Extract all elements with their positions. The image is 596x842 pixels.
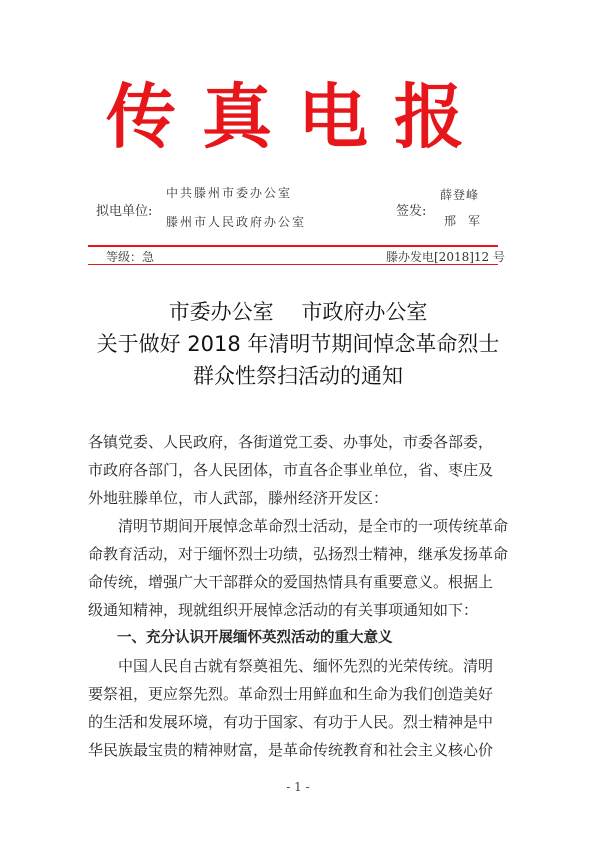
addressee-line: 外地驻滕单位，市人武部，滕州经济开发区： xyxy=(88,489,389,507)
intro-paragraph-line: 命传统，增强广大干部群众的爱国热情具有重要意义。根据上 xyxy=(88,573,494,591)
document-number: 滕办发电[2018]12 号 xyxy=(386,250,505,264)
page-number: - 1 - xyxy=(286,780,310,794)
intro-paragraph-line: 命教育活动，对于缅怀烈士功绩，弘扬烈士精神，继承发扬革命 xyxy=(88,545,509,563)
signer-1: 薛登峰 xyxy=(440,188,480,202)
title-line-1: 市委办公室 市政府办公室 xyxy=(168,300,428,324)
intro-paragraph-line: 级通知精神，现就组织开展悼念活动的有关事项通知如下： xyxy=(88,601,479,619)
urgency-grade: 等级：急 xyxy=(106,250,155,264)
signer-label: 签发: xyxy=(396,204,427,219)
intro-paragraph-line: 清明节期间开展悼念革命烈士活动，是全市的一项传统革命 xyxy=(88,517,509,535)
addressee-line: 各镇党委、人民政府，各街道党工委、办事处，市委各部委， xyxy=(88,433,494,451)
section-1-paragraph-line: 中国人民自古就有祭奠祖先、缅怀先烈的光荣传统。清明 xyxy=(88,657,494,675)
sender-label: 拟电单位: xyxy=(96,204,153,219)
title-line-2: 关于做好 2018 年清明节期间悼念革命烈士 xyxy=(96,332,500,356)
addressee-line: 市政府各部门，各人民团体，市直各企事业单位，省、枣庄及 xyxy=(88,461,494,479)
sender-unit-1: 中共滕州市委办公室 xyxy=(166,186,293,200)
header-divider-bottom xyxy=(88,264,498,265)
section-1-paragraph-line: 要祭祖，更应祭先烈。革命烈士用鲜血和生命为我们创造美好 xyxy=(88,685,494,703)
header-divider-top xyxy=(88,245,498,247)
section-1-heading: 一、充分认识开展缅怀英烈活动的重大意义 xyxy=(88,630,393,646)
section-1-paragraph-line: 华民族最宝贵的精神财富，是革命传统教育和社会主义核心价 xyxy=(88,741,494,759)
fax-telegram-masthead: 传真电报 xyxy=(106,75,490,158)
signer-2: 邢 军 xyxy=(444,214,481,228)
title-line-3: 群众性祭扫活动的通知 xyxy=(193,364,403,388)
section-1-paragraph-line: 的生活和发展环境，有功于国家、有功于人民。烈士精神是中 xyxy=(88,713,494,731)
sender-unit-2: 滕州市人民政府办公室 xyxy=(166,215,307,229)
